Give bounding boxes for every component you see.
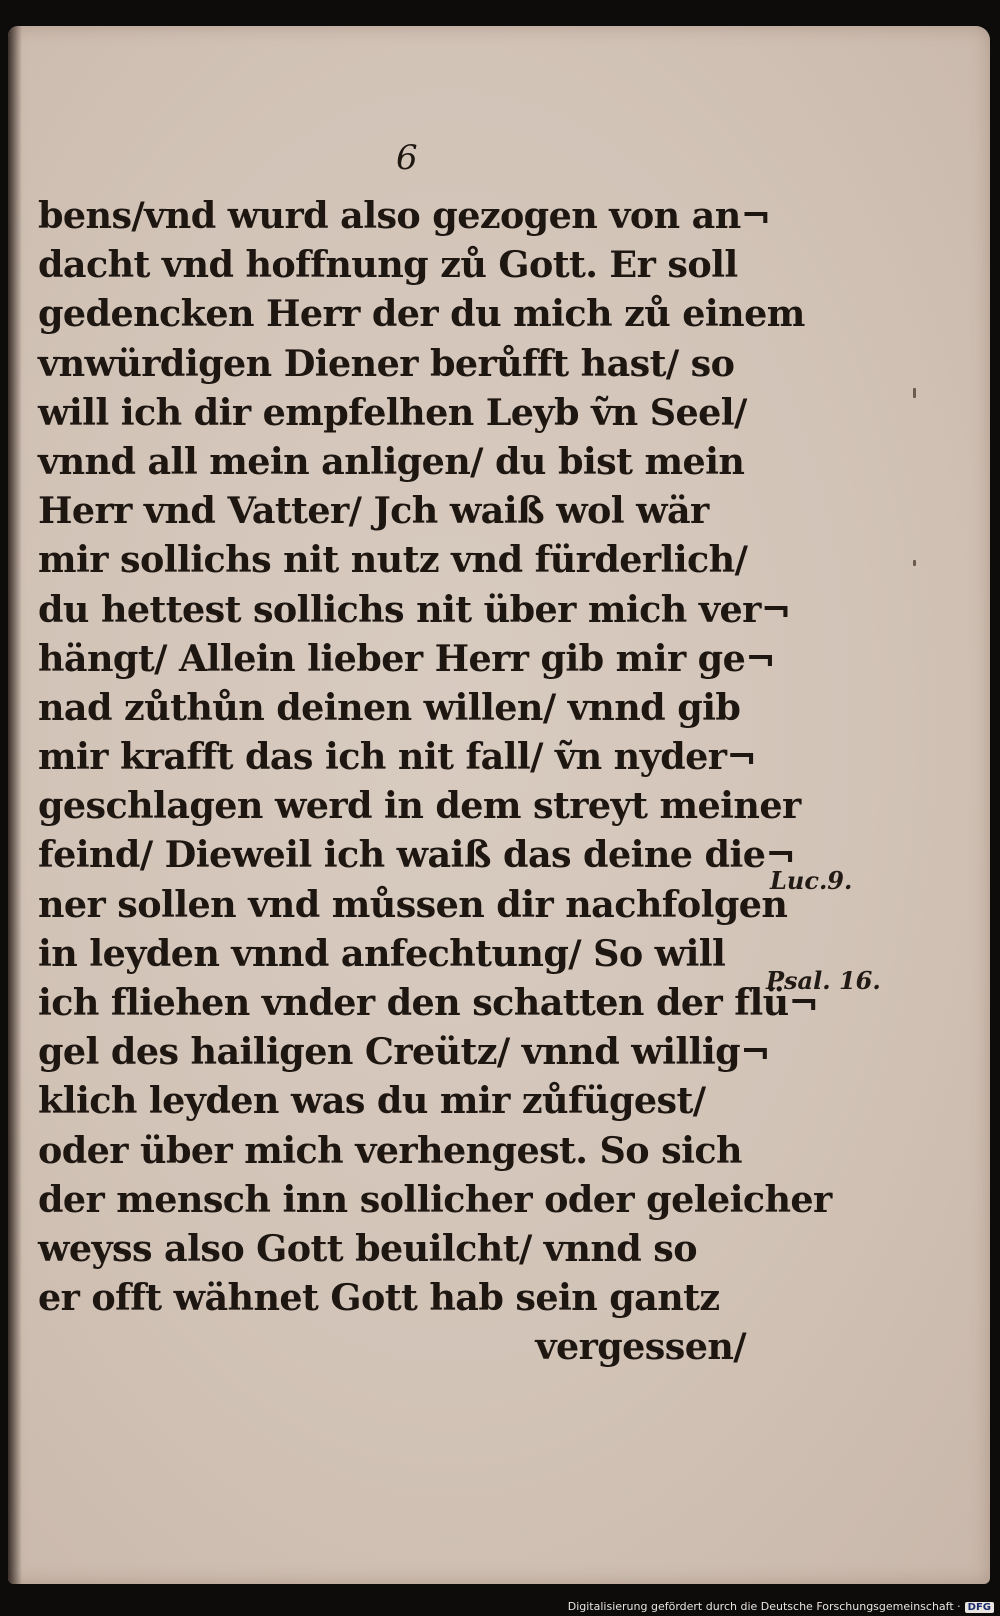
book-page <box>8 26 990 1584</box>
text-line: du hettest sollichs nit über mich ver¬ <box>38 587 791 631</box>
text-line: weyss also Gott beuilcht/ vnnd so <box>38 1226 697 1270</box>
ink-speck <box>913 388 916 398</box>
text-line: feind/ Dieweil ich waiß das deine die¬ <box>38 833 796 877</box>
text-line: der mensch inn sollicher oder geleicher <box>38 1177 832 1221</box>
margin-note-luc: Luc.9. <box>770 866 853 895</box>
text-line: vnnd all mein anligen/ du bist mein <box>38 439 745 483</box>
text-line: in leyden vnnd anfechtung/ So will <box>38 931 726 975</box>
text-line: ich fliehen vnder den schatten der flü¬ <box>38 981 819 1024</box>
page-edge-shadow <box>8 26 22 1584</box>
text-line: will ich dir empfelhen Leyb ṽn Seel/ <box>38 390 747 434</box>
text-line: nad zůthůn deinen willen/ vnnd gib <box>38 685 741 729</box>
text-line: vnwürdigen Diener berůfft hast/ so <box>38 341 735 385</box>
text-line: dacht vnd hoffnung zů Gott. Er soll <box>38 243 738 287</box>
credit-text: Digitalisierung gefördert durch die Deutsche Forschungsgemeinschaft · <box>567 1600 961 1613</box>
text-line: gel des hailigen Creütz/ vnnd willig¬ <box>38 1030 771 1074</box>
text-line: mir krafft das ich nit fall/ ṽn nyder¬ <box>38 735 757 779</box>
text-line: mir sollichs nit nutz vnd fürderlich/ <box>38 538 748 582</box>
ink-speck <box>913 560 916 566</box>
text-line: klich leyden was du mir zůfügest/ <box>38 1079 706 1123</box>
text-line: geschlagen werd in dem streyt meiner <box>38 784 801 828</box>
text-line: Herr vnd Vatter/ Jch waiß wol wär <box>38 489 709 533</box>
catchword: vergessen/ <box>535 1325 746 1369</box>
text-line: gedencken Herr der du mich zů einem <box>38 292 805 336</box>
page-number: 6 <box>396 138 418 178</box>
text-line: oder über mich verhengest. So sich <box>38 1128 742 1172</box>
text-line: bens/vnd wurd also gezogen von an¬ <box>38 194 771 237</box>
dfg-logo-icon: DFG <box>965 1602 994 1613</box>
text-line: hängt/ Allein lieber Herr gib mir ge¬ <box>38 636 776 680</box>
digitization-credit <box>568 1600 994 1613</box>
text-line: ner sollen vnd můssen dir nachfolgen <box>38 882 788 926</box>
margin-note-psal: Psal. 16. <box>766 966 881 995</box>
text-line: er offt wähnet Gott hab sein gantz <box>38 1276 720 1320</box>
